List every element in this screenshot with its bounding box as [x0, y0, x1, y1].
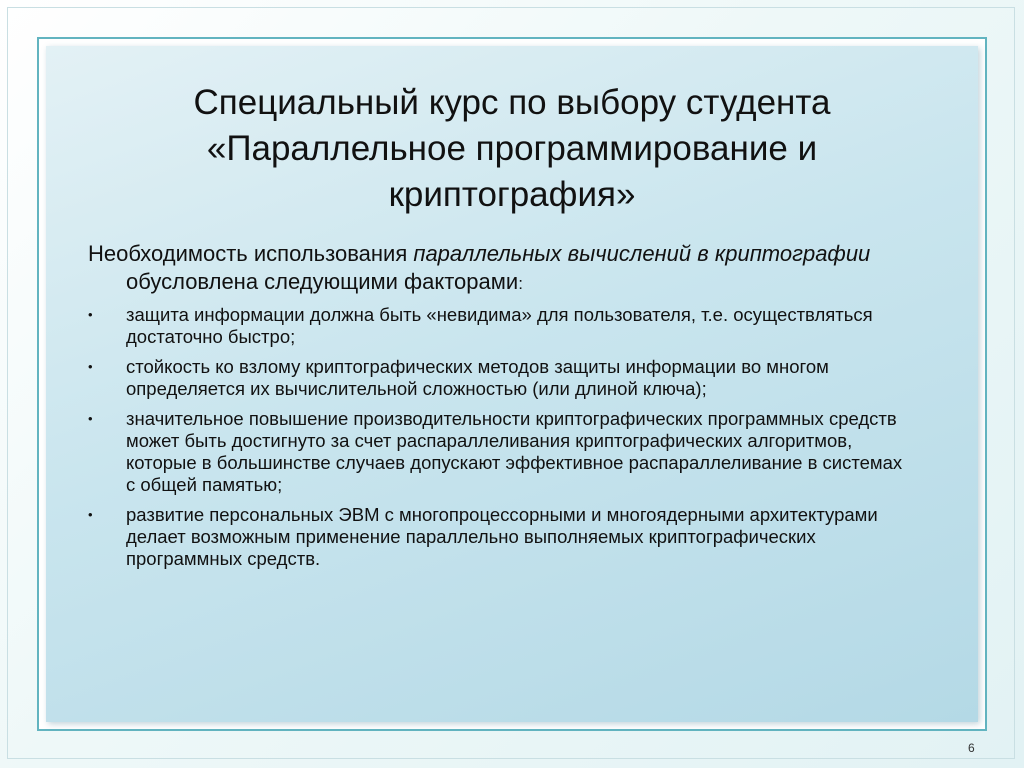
lead-suffix: :	[518, 274, 523, 293]
factor-item	[88, 356, 908, 400]
bullet-icon: •	[88, 507, 93, 522]
factor-text: развитие персональных ЭВМ с многопроцессорными и многоядерными архитектурами делает возможным применение параллельно выполняемых криптографических программных средств.	[126, 504, 878, 569]
bullet-icon: •	[88, 359, 93, 374]
lead-middle: обусловлена следующими факторами	[126, 269, 519, 294]
page-number: 6	[968, 741, 975, 755]
factor-item	[88, 504, 908, 570]
lead-italic-term: параллельных вычислений в криптографии	[413, 241, 871, 266]
slide-title	[82, 80, 942, 218]
lead-prefix: Необходимость использования	[88, 241, 414, 266]
slide-title-line-1: Специальный курс по выбору студента	[193, 83, 831, 122]
slide-body	[88, 240, 908, 578]
factor-item	[88, 408, 908, 496]
bullet-icon: •	[88, 411, 93, 426]
slide-title-line-3: криптография»	[388, 175, 636, 214]
bullet-icon: •	[88, 307, 93, 322]
factor-text: защита информации должна быть «невидима» для пользователя, т.е. осуществляться достаточно быстро;	[126, 304, 873, 347]
factor-text: стойкость ко взлому криптографических методов защиты информации во многом определяется их вычислительной сложностью (или длиной ключа);	[126, 356, 829, 399]
factor-list	[88, 304, 908, 570]
factor-item	[88, 304, 908, 348]
lead-paragraph	[88, 240, 908, 298]
slide-title-line-2: «Параллельное программирование и	[206, 129, 818, 168]
factor-text: значительное повышение производительности криптографических программных средств может быть достигнуто за счет распараллеливания криптографических алгоритмов, которые в большинстве случаев допускают эффективное распараллеливание в системах с общей памятью;	[126, 408, 903, 495]
